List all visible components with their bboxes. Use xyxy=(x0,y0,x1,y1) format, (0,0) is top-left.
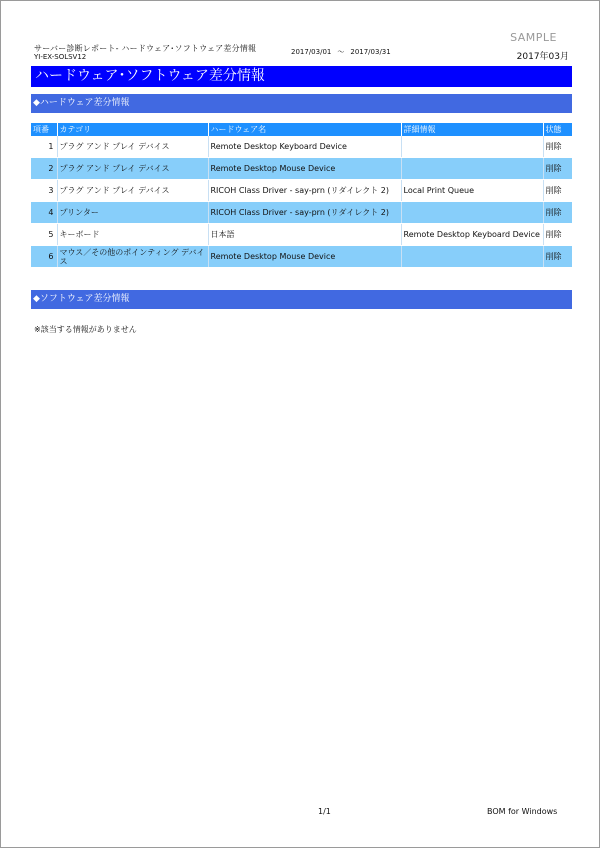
row-status: 削除 xyxy=(543,158,572,180)
col-header-number: 項番 xyxy=(31,123,57,136)
row-details xyxy=(401,136,543,158)
col-header-status: 状態 xyxy=(543,123,572,136)
period-separator: ～ xyxy=(337,48,345,56)
row-category: プラグ アンド プレイ デバイス xyxy=(57,158,208,180)
server-id: YI-EX-SOLSV12 xyxy=(34,53,87,61)
software-section-header: ◆ソフトウェア差分情報 xyxy=(31,290,572,309)
col-header-hardware-name: ハードウェア名 xyxy=(208,123,401,136)
row-hardware-name: RICOH Class Driver - say-prn (リダイレクト 2) xyxy=(208,202,401,224)
table-row xyxy=(31,136,572,158)
row-number: 1 xyxy=(31,136,57,158)
page-number: 1/1 xyxy=(318,807,331,816)
row-hardware-name: 日本語 xyxy=(208,224,401,246)
hardware-section-header: ◆ハードウェア差分情報 xyxy=(31,94,572,113)
sample-watermark: SAMPLE xyxy=(510,31,557,44)
row-status: 削除 xyxy=(543,180,572,202)
row-number: 6 xyxy=(31,246,57,268)
row-category: プリンター xyxy=(57,202,208,224)
row-category: キーボード xyxy=(57,224,208,246)
hardware-diff-table xyxy=(31,123,572,268)
row-details: Local Print Queue xyxy=(401,180,543,202)
row-hardware-name: Remote Desktop Mouse Device xyxy=(208,158,401,180)
table-row xyxy=(31,202,572,224)
period-end: 2017/03/31 xyxy=(350,48,391,56)
row-hardware-name: RICOH Class Driver - say-prn (リダイレクト 2) xyxy=(208,180,401,202)
footer-brand: BOM for Windows xyxy=(487,807,558,816)
row-status: 削除 xyxy=(543,136,572,158)
row-category: プラグ アンド プレイ デバイス xyxy=(57,180,208,202)
table-row xyxy=(31,246,572,268)
row-details: Remote Desktop Keyboard Device xyxy=(401,224,543,246)
row-status: 削除 xyxy=(543,246,572,268)
row-details xyxy=(401,246,543,268)
row-category: プラグ アンド プレイ デバイス xyxy=(57,136,208,158)
table-row xyxy=(31,180,572,202)
row-details xyxy=(401,202,543,224)
period-start: 2017/03/01 xyxy=(291,48,332,56)
report-period xyxy=(291,47,391,57)
row-number: 2 xyxy=(31,158,57,180)
col-header-details: 詳細情報 xyxy=(401,123,543,136)
table-row xyxy=(31,224,572,246)
table-header-row xyxy=(31,123,572,136)
row-number: 3 xyxy=(31,180,57,202)
row-category: マウス／その他のポインティング デバイス xyxy=(57,246,208,268)
col-header-category: カテゴリ xyxy=(57,123,208,136)
row-status: 削除 xyxy=(543,202,572,224)
software-no-info-message: ※該当する情報がありません xyxy=(34,325,137,334)
report-header-title: サーバー診断レポート- ハードウェア･ソフトウェア差分情報 xyxy=(34,44,257,53)
row-details xyxy=(401,158,543,180)
row-number: 4 xyxy=(31,202,57,224)
report-month: 2017年03月 xyxy=(516,52,569,62)
table-row xyxy=(31,158,572,180)
main-title-bar: ハードウェア･ソフトウェア差分情報 xyxy=(31,66,572,87)
row-hardware-name: Remote Desktop Keyboard Device xyxy=(208,136,401,158)
row-number: 5 xyxy=(31,224,57,246)
row-hardware-name: Remote Desktop Mouse Device xyxy=(208,246,401,268)
row-status: 削除 xyxy=(543,224,572,246)
